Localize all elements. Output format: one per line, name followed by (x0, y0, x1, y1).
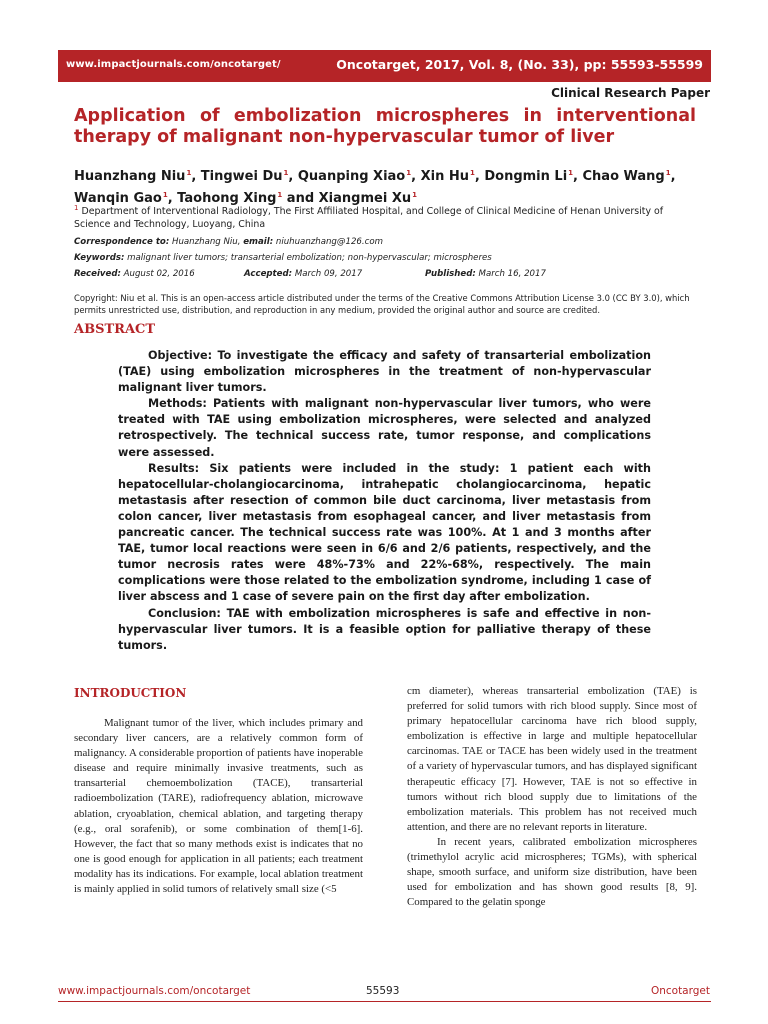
page-number: 55593 (366, 985, 400, 997)
author-name: Quanping Xiao (297, 169, 406, 184)
correspondence-label: Correspondence to: (74, 237, 170, 247)
received-date-group (74, 269, 195, 279)
keywords-text: malignant liver tumors; transarterial embolization; non-hypervascular; microspheres (127, 253, 492, 263)
author-separator: , (474, 169, 485, 184)
published-date-group (425, 269, 546, 279)
author-affiliation-marker: 1 (186, 169, 192, 177)
body-paragraph: cm diameter), whereas transarterial embolization (TAE) is preferred for solid tumors with rich blood supply. Since most of primary hepatocellular carcinoma have rich blood supply, embolization is effective in large and multiple hepatocellular carcinomas. TAE or TACE has been widely used in the treatment of a variety of hypervascular tumors, and has displayed significant therapeutic efficacy [7]. However, TAE is not so effective in tumors without rich blood supply due to limitations of the embolization materials. This problem has not received much attention, and there are no relevant reports in literature. (407, 685, 697, 833)
correspondence-email-link[interactable]: niuhuanzhang@126.com (275, 237, 383, 247)
paper-title: Application of embolization microspheres in interventional therapy of malignant non-hypervascular tumor of liver (74, 106, 696, 147)
abstract-methods: Methods: Patients with malignant non-hypervascular liver tumors, who were treated with TAE using embolization microspheres, were selected and analyzed retrospectively. The technical success rate, tumor response, and complications were assessed. (118, 397, 651, 459)
keywords-line (74, 253, 699, 263)
body-paragraph: Malignant tumor of the liver, which includes primary and secondary liver cancers, are a relatively common form of malignancy. A considerable proportion of patients have inoperable disease and require minimally invasive treatments, such as transarterial chemoembolization (TACE), transarterial radioembolization (TARE), radiofrequency ablation, microwave ablation, cryoablation, chemical ablation, and targeting therapy (e.g., oral sorafenib), or some combination of them[1-6]. However, the fact that so many methods exist is indicates that no one is good enough for application in all patients; each treatment modality has its indications. For example, local ablation treatment is mainly applied in solid tumors of relatively small size (<5 (74, 717, 364, 896)
body-paragraph: In recent years, calibrated embolization microspheres (trimethylol acrylic acid microspheres; TGMs), with spherical shape, smooth surface, and uniform size distribution, have been used for embolization and has shown good results [8, 9]. Compared to the gelatin sponge (407, 835, 697, 909)
author-affiliation-marker: 1 (665, 169, 671, 177)
body-column-right (407, 684, 697, 910)
author-separator: , (670, 169, 676, 184)
paper-type-label: Clinical Research Paper (551, 86, 710, 100)
correspondence-name: Huanzhang Niu, (172, 237, 241, 247)
author-affiliation-marker: 1 (277, 191, 283, 199)
abstract-body (118, 348, 651, 654)
author-separator: , (288, 169, 298, 184)
author-name: Huanzhang Niu (74, 169, 186, 184)
author-separator: and (282, 191, 319, 206)
published-date: March 16, 2017 (478, 269, 546, 279)
accepted-label: Accepted: (244, 269, 293, 279)
author-separator: , (167, 191, 178, 206)
author-name: Xin Hu (420, 169, 469, 184)
footer-journal-name: Oncotarget (650, 985, 710, 997)
author-affiliation-marker: 1 (162, 191, 168, 199)
footer-url-link[interactable]: www.impactjournals.com/oncotarget (58, 985, 251, 997)
author-name: Xiangmei Xu (318, 191, 412, 206)
author-name: Tingwei Du (200, 169, 283, 184)
affiliation-text: Department of Interventional Radiology, The First Affiliated Hospital, and College of Clinical Medicine of Henan University of Science and Technology, Luoyang, China (74, 206, 664, 230)
received-label: Received: (74, 269, 121, 279)
email-label: email: (243, 237, 274, 247)
abstract-objective: Objective: To investigate the efficacy and safety of transarterial embolization (TAE) using embolization microspheres in the treatment of non-hypervascular malignant liver tumors. (118, 349, 651, 395)
author-affiliation-marker: 1 (470, 169, 475, 177)
affiliation (74, 202, 699, 231)
author-name: Taohong Xing (177, 191, 277, 206)
abstract-conclusion: Conclusion: TAE with embolization microspheres is safe and effective in non-hypervascular liver tumors. It is a feasible option for palliative therapy of these tumors. (118, 606, 651, 652)
affiliation-marker: 1 (74, 204, 79, 212)
author-affiliation-marker: 1 (412, 191, 417, 199)
published-label: Published: (425, 269, 476, 279)
accepted-date: March 09, 2017 (294, 269, 363, 279)
keywords-label: Keywords: (74, 253, 125, 263)
correspondence-line (74, 237, 699, 247)
journal-header-bar (58, 50, 711, 82)
journal-citation: Oncotarget, 2017, Vol. 8, (No. 33), pp: 55593-55599 (336, 57, 703, 72)
author-separator: , (411, 169, 421, 184)
copyright-notice: Copyright: Niu et al. This is an open-access article distributed under the terms of the Creative Commons Attribution License 3.0 (CC BY 3.0), which permits unrestricted use, distribution, and reproduction in any medium, provided the original author and source are credited. (74, 293, 690, 315)
abstract-results: Results: Six patients were included in the study: 1 patient each with hepatocellular-cholangiocarcinoma, intrahepatic cholangiocarcinoma, hepatic metastasis after resection of common bile duct carcinoma, liver metastasis from colon cancer, liver metastasis from esophageal cancer, and liver metastasis from pancreatic cancer. The technical success rate was 100%. At 1 and 3 months after TAE, tumor local reactions were seen in 6/6 and 2/6 patients, respectively, and the tumor necrosis rates were 48%-73% and 22%-68%, respectively. The main complications were those related to the embolization syndrome, including 1 case of liver abscess and 1 case of severe pain on the first day after embolization. (118, 461, 651, 604)
footer-divider (58, 1001, 711, 1002)
author-affiliation-marker: 1 (283, 169, 289, 177)
author-affiliation-marker: 1 (406, 169, 412, 177)
body-column-left (74, 716, 363, 897)
received-date: August 02, 2016 (123, 269, 195, 279)
abstract-heading: ABSTRACT (74, 322, 156, 337)
author-affiliation-marker: 1 (568, 169, 574, 177)
author-name: Dongmin Li (484, 169, 568, 184)
author-separator: , (573, 169, 583, 184)
author-separator: , (191, 169, 201, 184)
accepted-date-group (244, 269, 362, 279)
introduction-heading: INTRODUCTION (74, 686, 187, 700)
journal-url-link[interactable]: www.impactjournals.com/oncotarget/ (66, 59, 281, 70)
author-name: Chao Wang (582, 169, 665, 184)
author-name: Wanqin Gao (74, 191, 162, 206)
